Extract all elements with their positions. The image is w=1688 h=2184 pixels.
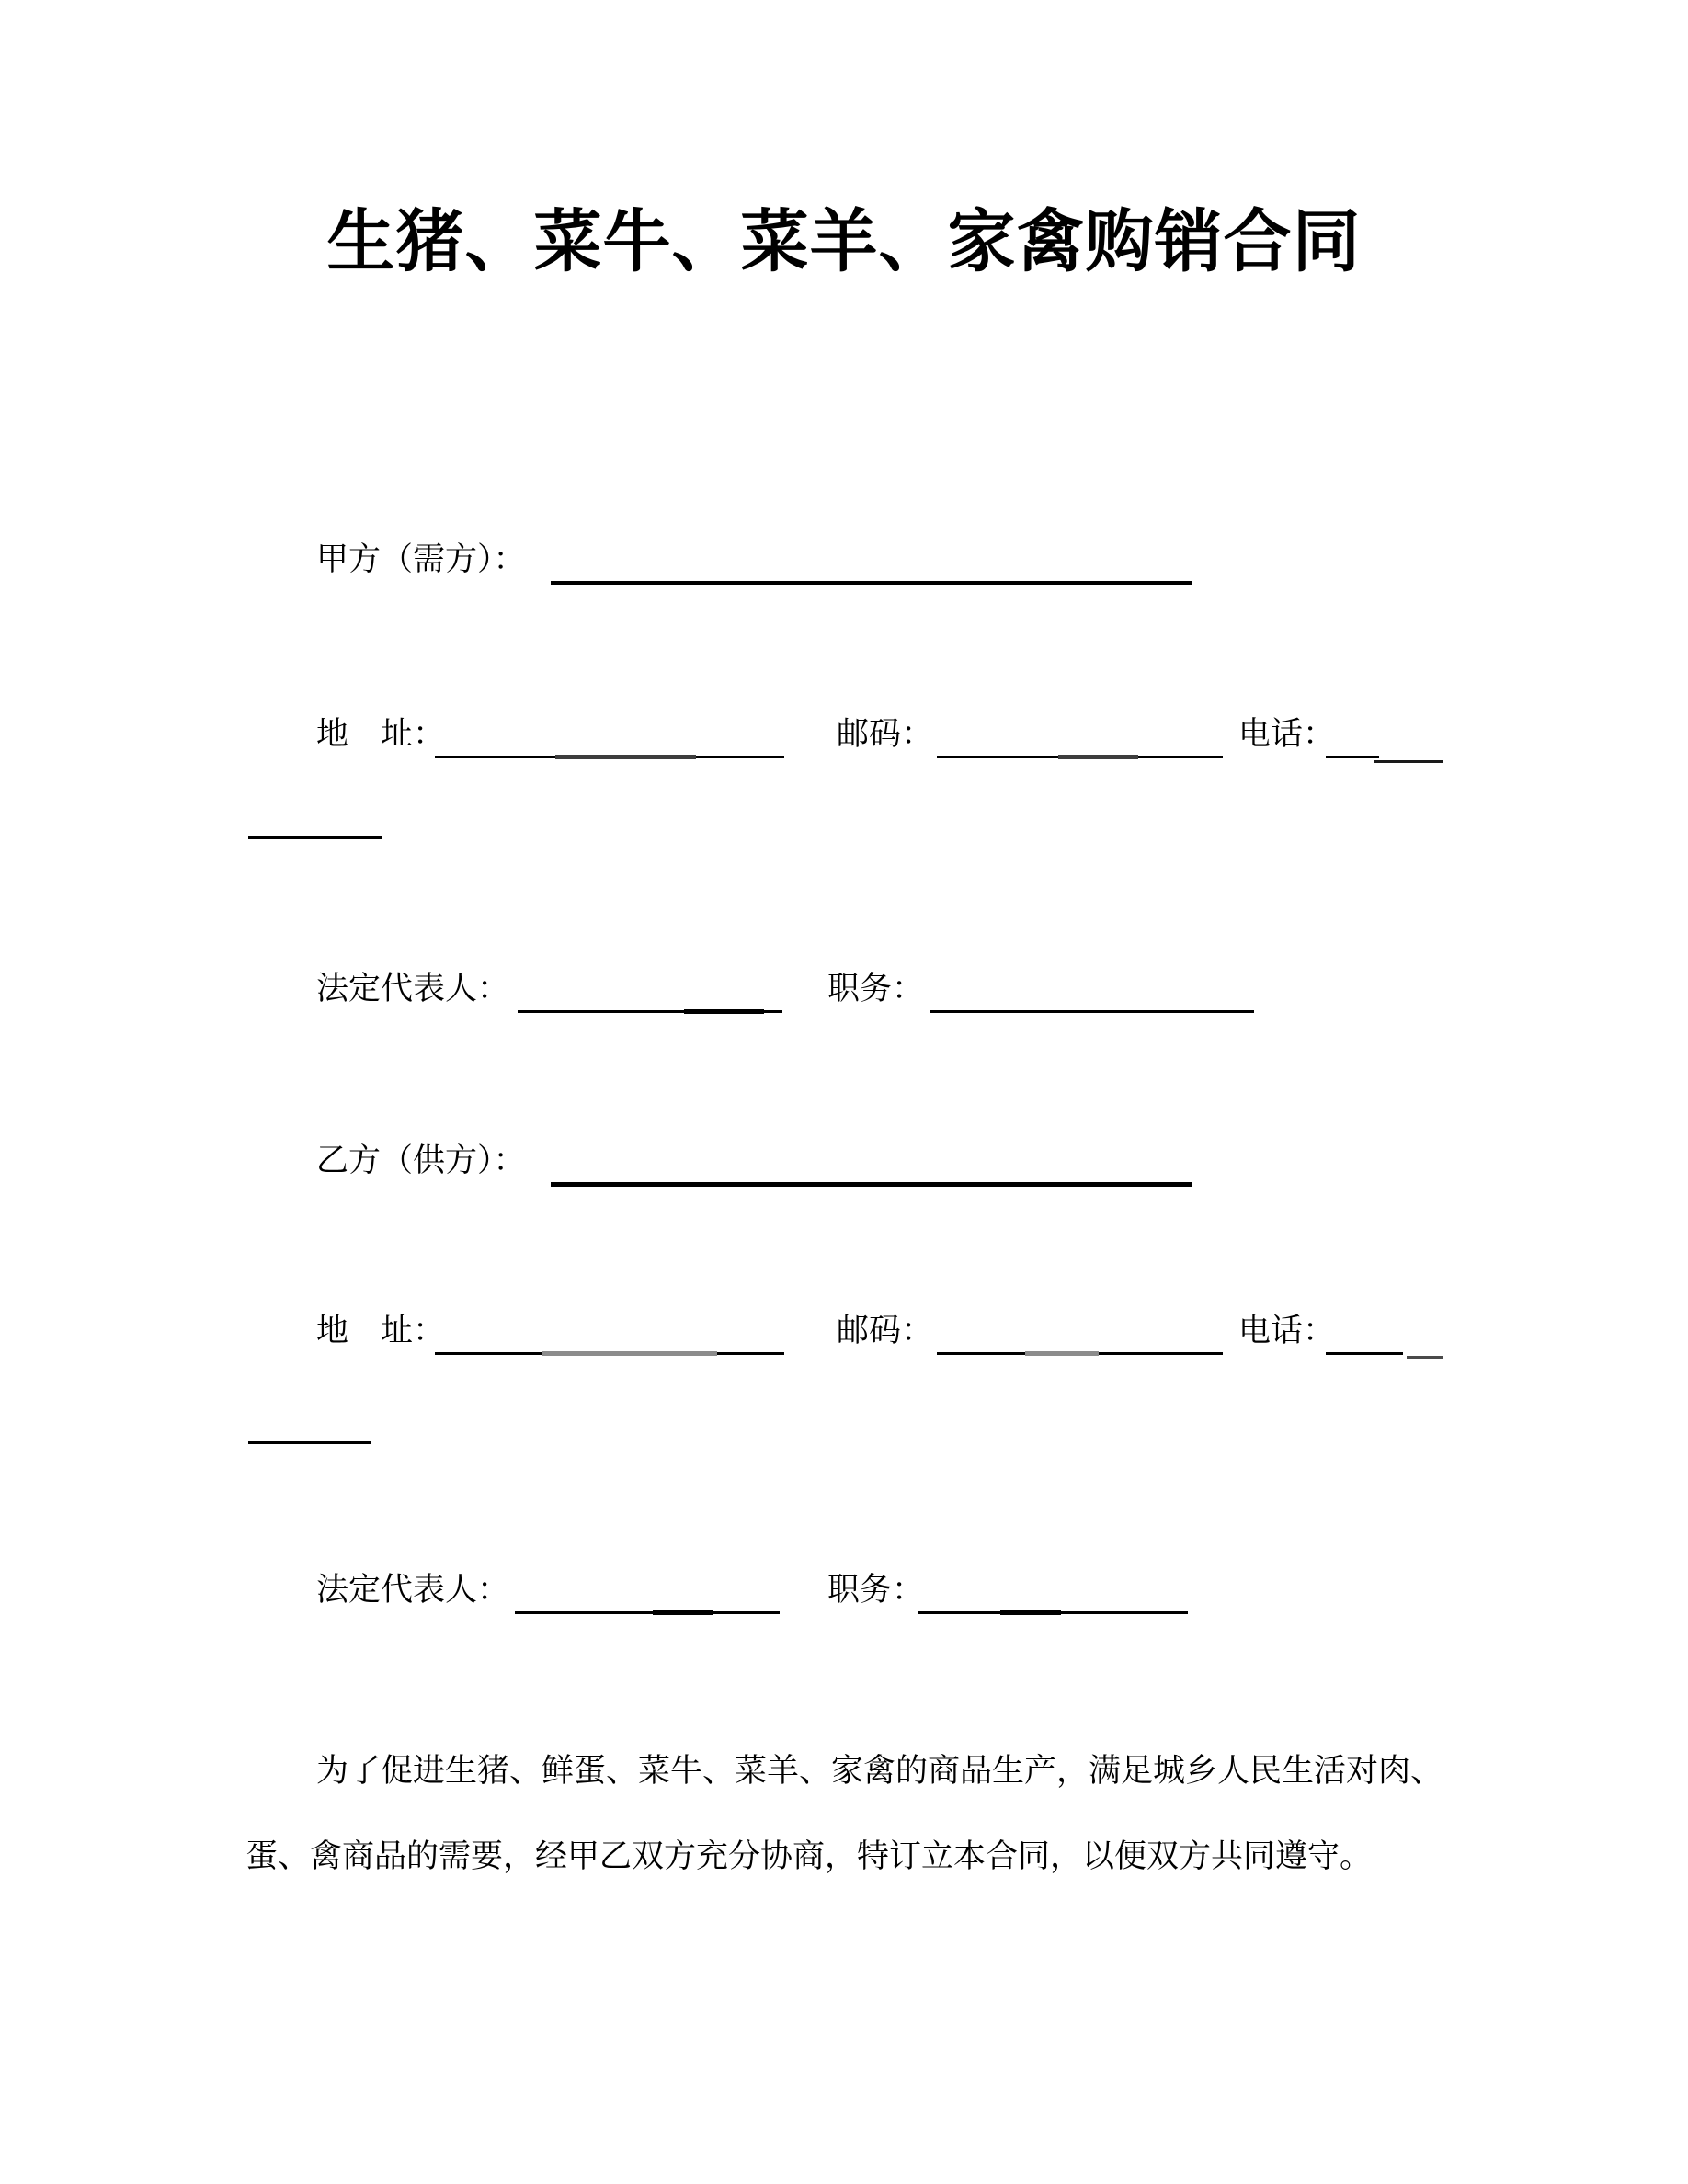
legal-rep-b-blank[interactable] <box>515 1569 780 1614</box>
phone-b-blank-overflow[interactable] <box>248 1399 371 1444</box>
underline-segment <box>1374 760 1443 763</box>
legal-rep-b-label: 法定代表人： <box>316 1572 510 1608</box>
position-a-blank[interactable] <box>930 968 1254 1013</box>
postal-a-label: 邮码： <box>837 716 934 752</box>
party-b-row <box>0 1140 1688 1188</box>
preamble-line-2: 蛋、禽商品的需要，经甲乙双方充分协商，特订立本合同，以便双方共同遵守。 <box>245 1838 1373 1874</box>
legal-rep-a-blank[interactable] <box>518 968 782 1013</box>
position-b-blank[interactable] <box>918 1569 1188 1614</box>
underline-segment <box>1407 1356 1443 1359</box>
party-a-legal-rep-row <box>0 968 1688 1016</box>
legal-rep-a-label: 法定代表人： <box>316 971 510 1007</box>
underline-overlap-segment <box>555 755 696 759</box>
phone-b-label: 电话： <box>1238 1313 1336 1348</box>
position-a-label: 职务： <box>827 971 925 1007</box>
underline-overlap-segment <box>1000 1610 1061 1615</box>
address-a-blank[interactable] <box>435 713 784 758</box>
preamble-line-1: 为了促进生猪、鲜蛋、菜牛、菜羊、家禽的商品生产，满足城乡人民生活对肉、 <box>316 1753 1443 1789</box>
underline-overlap-segment <box>1058 755 1138 759</box>
underline-overlap-segment <box>542 1351 717 1356</box>
contract-title: 生猪、菜牛、菜羊、家禽购销合同 <box>326 203 1362 279</box>
position-b-label: 职务： <box>827 1572 925 1608</box>
address-a-label: 地 址： <box>316 716 446 752</box>
party-b-address-row <box>0 1310 1688 1358</box>
postal-a-blank[interactable] <box>937 713 1223 758</box>
party-a-address-row <box>0 713 1688 761</box>
party-a-row <box>0 539 1688 586</box>
address-b-blank[interactable] <box>435 1310 784 1355</box>
underline-segment <box>1326 1352 1403 1355</box>
party-a-name-blank[interactable] <box>551 539 1192 585</box>
phone-a-label: 电话： <box>1238 716 1336 752</box>
phone-a-blank[interactable] <box>1326 713 1443 756</box>
party-b-legal-rep-row <box>0 1569 1688 1617</box>
postal-b-label: 邮码： <box>837 1313 934 1348</box>
postal-b-blank[interactable] <box>937 1310 1223 1355</box>
underline-overlap-segment <box>653 1610 713 1615</box>
phone-b-blank[interactable] <box>1326 1310 1443 1352</box>
phone-a-blank-overflow[interactable] <box>248 794 382 839</box>
underline-overlap-segment <box>684 1009 764 1014</box>
party-a-address-overflow-row <box>0 794 1688 842</box>
underline-overlap-segment <box>1025 1351 1099 1356</box>
party-b-name-blank[interactable] <box>551 1140 1192 1187</box>
party-b-address-overflow-row <box>0 1399 1688 1447</box>
party-a-label: 甲方（需方）： <box>316 541 526 577</box>
underline-segment <box>1326 756 1379 758</box>
party-b-label: 乙方（供方）： <box>316 1143 526 1178</box>
address-b-label: 地 址： <box>316 1313 446 1348</box>
